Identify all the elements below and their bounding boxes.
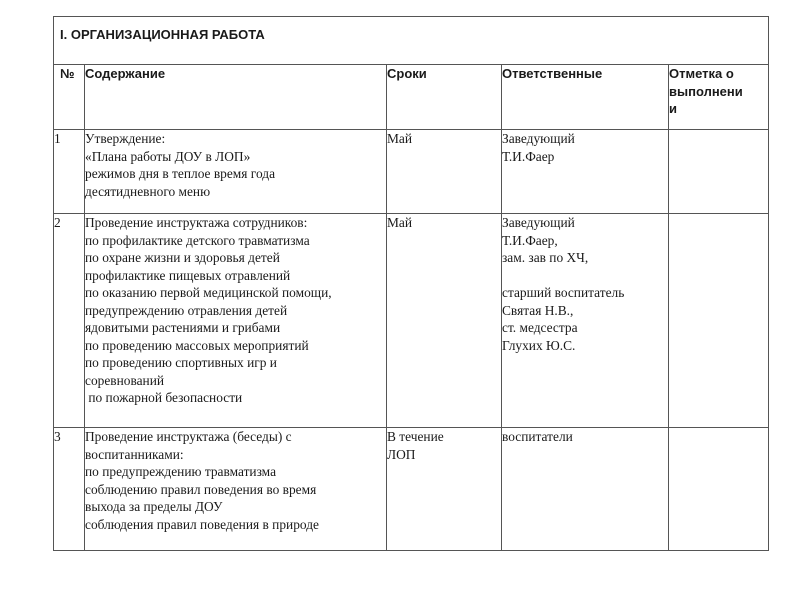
- row-number: 3: [54, 428, 85, 551]
- table-body: [54, 130, 769, 551]
- row-content: [85, 214, 387, 428]
- table-row: [54, 214, 769, 428]
- content-line: десятидневного меню: [85, 183, 211, 199]
- responsible-line: Заведующий: [502, 131, 575, 146]
- row-terms: [387, 214, 502, 428]
- content-line: соблюдения правил поведения в природе: [85, 516, 319, 532]
- row-number: 2: [54, 214, 85, 428]
- content-line: «Плана работы ДОУ в ЛОП»: [85, 148, 251, 164]
- header-mark-line: выполнени: [669, 83, 743, 99]
- responsible-line: [502, 267, 668, 285]
- content-line: профилактике пищевых отравлений: [85, 267, 291, 283]
- content-line: по профилактике детского травматизма: [85, 232, 310, 248]
- header-num: №: [54, 65, 85, 130]
- responsible-line: Заведующий: [502, 215, 575, 230]
- row-terms: [387, 130, 502, 214]
- table-row: [54, 130, 769, 214]
- section-title-row: [54, 17, 769, 65]
- content-line: Проведение инструктажа (беседы) с: [85, 429, 292, 444]
- row-responsible: [502, 130, 669, 214]
- row-responsible: [502, 214, 669, 428]
- content-line: по охране жизни и здоровья детей: [85, 250, 280, 265]
- content-line: по пожарной безопасности: [85, 390, 243, 405]
- terms-line: ЛОП: [387, 446, 416, 462]
- org-work-table: [53, 16, 769, 551]
- terms-line: В течение: [387, 429, 444, 444]
- content-line: по проведению массовых мероприятий: [85, 337, 309, 353]
- content-line: режимов дня в теплое время года: [85, 166, 276, 181]
- content-line: Проведение инструктажа сотрудников:: [85, 215, 308, 230]
- row-mark: [669, 214, 769, 428]
- row-terms: [387, 428, 502, 551]
- row-mark: [669, 130, 769, 214]
- responsible-line: Т.И.Фаер: [502, 148, 555, 164]
- header-content: Содержание: [85, 65, 387, 130]
- header-mark: [669, 65, 769, 130]
- header-mark-line: и: [669, 101, 677, 116]
- header-mark-line: Отметка о: [669, 66, 734, 81]
- responsible-line: Глухих Ю.С.: [502, 337, 576, 353]
- content-line: по оказанию первой медицинской помощи,: [85, 285, 332, 300]
- row-content: [85, 130, 387, 214]
- content-line: соревнований: [85, 372, 165, 388]
- responsible-line: старший воспитатель: [502, 285, 625, 300]
- responsible-line: воспитатели: [502, 429, 573, 444]
- content-line: соблюдению правил поведения во время: [85, 481, 317, 497]
- responsible-line: Святая Н.В.,: [502, 302, 574, 318]
- row-responsible: [502, 428, 669, 551]
- terms-line: Май: [387, 215, 413, 230]
- content-line: выхода за пределы ДОУ: [85, 499, 223, 514]
- content-line: воспитанниками:: [85, 446, 184, 462]
- content-line: по предупреждению травматизма: [85, 464, 277, 479]
- responsible-line: Т.И.Фаер,: [502, 232, 558, 248]
- table-row: [54, 428, 769, 551]
- header-terms: Сроки: [387, 65, 502, 130]
- content-line: предупреждению отравления детей: [85, 302, 288, 318]
- section-title: I. ОРГАНИЗАЦИОННАЯ РАБОТА: [54, 17, 769, 65]
- header-row: [54, 65, 769, 130]
- content-line: Утверждение:: [85, 131, 166, 146]
- content-line: ядовитыми растениями и грибами: [85, 320, 281, 335]
- row-content: [85, 428, 387, 551]
- row-number: 1: [54, 130, 85, 214]
- responsible-line: зам. зав по ХЧ,: [502, 250, 589, 265]
- row-mark: [669, 428, 769, 551]
- header-responsible: Ответственные: [502, 65, 669, 130]
- responsible-line: ст. медсестра: [502, 320, 578, 335]
- terms-line: Май: [387, 131, 413, 146]
- content-line: по проведению спортивных игр и: [85, 355, 277, 370]
